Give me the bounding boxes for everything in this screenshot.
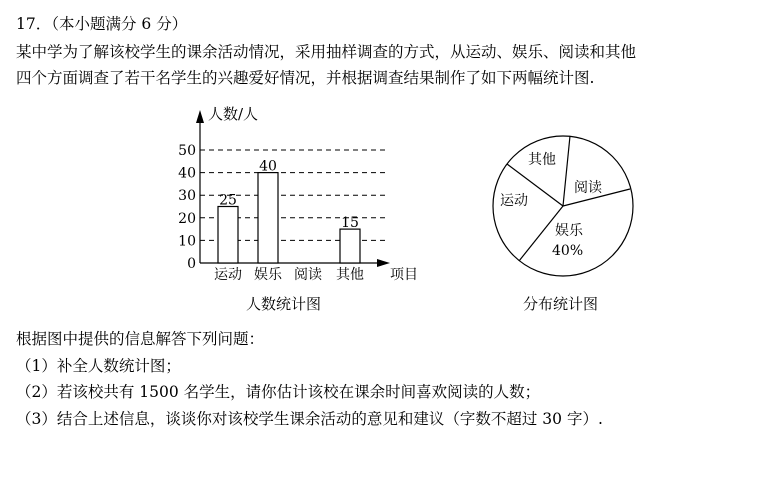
question-prompt: 根据图中提供的信息解答下列问题： [16,330,265,348]
y-tick-label: 40 [178,165,196,182]
y-tick-label: 10 [178,233,196,250]
pie-slice-label: 运动 [500,193,528,209]
bar-chart-title: 人数统计图 [246,295,322,313]
bar-2 [258,173,278,263]
bar-4 [340,229,360,263]
question-intro-line2: 四个方面调查了若干名学生的兴趣爱好情况，并根据调查结果制作了如下两幅统计图. [16,69,595,87]
bar-value-label: 15 [341,215,359,232]
pie-slice-value: 40% [552,243,584,259]
y-tick-label: 0 [187,256,196,272]
x-axis-label: 项目 [390,267,418,283]
sub-question-2: （2）若该校共有 1500 名学生，请你估计该校在课余时间喜欢阅读的人数； [16,383,541,401]
bar-value-label: 25 [219,192,237,209]
bar-value-label: 40 [259,158,277,175]
sub-question-1: （1）补全人数统计图； [16,357,181,375]
sub-question-3: （3）结合上述信息，谈谈你对该校学生课余活动的意见和建议（字数不超过 30 字）. [16,410,603,428]
y-axis-label: 人数/人 [208,105,259,123]
pie-chart [493,136,633,313]
bar-chart [178,105,418,313]
y-axis-arrow [196,110,204,123]
y-tick-label: 20 [178,210,196,227]
x-axis-arrow [377,259,390,267]
x-category-label: 阅读 [294,267,322,283]
y-tick-label: 30 [178,188,196,205]
x-category-label: 运动 [214,267,242,283]
pie-divider-2 [563,136,570,206]
question-intro-line1: 某中学为了解该校学生的课余活动情况，采用抽样调查的方式，从运动、娱乐、阅读和其他 [16,43,637,61]
pie-slice-label: 娱乐 [555,223,583,239]
pie-slice-label: 其他 [528,152,556,168]
bar-1 [218,207,238,264]
pie-slice-label: 阅读 [574,180,602,196]
x-category-label: 其他 [336,267,364,283]
x-category-label: 娱乐 [254,267,282,283]
question-header: 17．（本小题满分 6 分） [16,15,188,33]
y-tick-label: 50 [178,143,196,159]
pie-chart-title: 分布统计图 [523,295,599,313]
